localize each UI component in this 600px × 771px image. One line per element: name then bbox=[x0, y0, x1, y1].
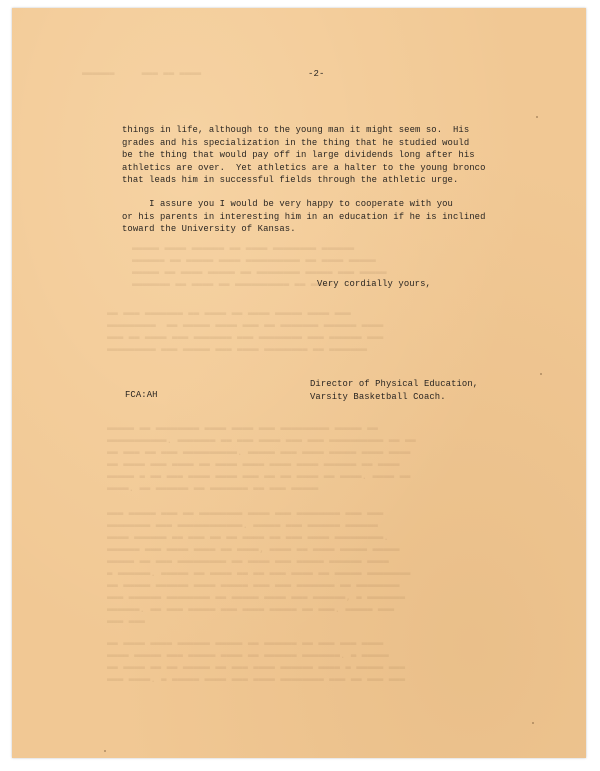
bleed-through-texture: ▬▬▬▬▬ ▬▬▬▬ ▬▬▬▬▬▬ ▬▬ ▬▬▬▬ ▬▬▬▬▬▬▬▬ ▬▬▬▬▬▬ ▬▬▬▬▬▬ ▬▬ ▬▬▬▬▬ ▬▬▬▬ ▬▬▬▬▬▬▬▬▬▬ ▬▬ ▬▬▬▬ ▬▬▬▬▬ ▬▬▬▬▬ ▬▬ ▬▬▬▬ ▬▬▬▬▬ ▬▬ ▬▬▬▬▬▬▬▬ ▬▬▬▬▬ ▬▬▬ ▬▬▬▬▬ ▬▬▬▬▬▬▬ ▬▬ ▬▬▬▬ ▬▬ ▬▬▬▬▬▬▬▬▬▬ ▬▬ ▬▬▬▬ bbox=[132, 244, 387, 290]
paper-speck bbox=[536, 116, 538, 118]
paragraph-line: things in life, although to the young man it might seem so. His bbox=[122, 125, 470, 135]
bleed-through-texture: ▬▬▬▬▬ ▬▬ ▬▬▬▬▬▬▬▬ ▬▬▬▬ ▬▬▬▬ ▬▬▬ ▬▬▬▬▬▬▬▬▬ ▬▬▬▬▬ ▬▬ ▬▬▬▬▬▬▬▬▬▬▬. ▬▬▬▬▬▬▬ ▬▬ ▬▬▬ ▬▬▬▬ ▬▬▬ ▬▬▬ ▬▬▬▬▬▬▬▬▬▬ ▬▬ ▬▬ ▬▬ ▬▬▬ ▬▬ ▬▬▬ ▬▬▬▬▬▬▬▬▬▬. ▬▬▬▬▬ ▬▬▬ ▬▬▬▬ ▬▬▬▬▬ ▬▬▬▬ ▬▬▬▬ ▬▬ ▬▬▬▬ ▬▬▬ ▬▬▬▬ ▬▬ ▬▬▬▬ ▬▬▬▬ ▬▬▬▬ ▬▬▬▬ ▬▬▬▬▬▬ ▬▬ ▬▬▬▬ ▬▬▬▬▬ ▬ ▬▬ ▬▬▬ ▬▬▬▬ ▬▬▬▬ ▬▬▬ ▬▬ ▬▬ ▬▬▬▬ ▬▬ ▬▬▬▬. ▬▬▬▬ ▬▬ ▬▬▬▬. ▬▬ ▬▬▬▬▬▬ ▬▬ ▬▬▬▬▬▬▬ ▬▬ ▬▬▬ ▬▬▬▬▬ bbox=[107, 424, 416, 494]
bleed-through-texture: ▬▬▬▬▬▬ ▬▬▬ ▬▬ ▬▬▬▬ bbox=[82, 69, 202, 79]
bleed-through-texture: ▬▬ ▬▬▬ ▬▬▬▬▬▬▬ ▬▬ ▬▬▬▬ ▬▬ ▬▬▬▬ ▬▬▬▬▬ ▬▬▬▬ ▬▬▬ ▬▬▬▬▬▬▬▬▬ ▬▬ ▬▬▬▬▬ ▬▬▬▬ ▬▬▬ ▬▬ ▬▬▬▬▬▬▬ ▬▬▬▬▬▬ ▬▬▬▬ ▬▬▬ ▬▬ ▬▬▬▬ ▬▬▬ ▬▬▬▬▬▬▬ ▬▬▬ ▬▬▬▬▬▬▬▬ ▬▬▬ ▬▬▬▬▬▬ ▬▬▬ ▬▬▬▬▬▬▬▬▬ ▬▬▬ ▬▬▬▬▬ ▬▬▬ ▬▬▬▬ ▬▬▬▬▬▬▬▬ ▬▬ ▬▬▬▬▬▬▬ bbox=[107, 309, 384, 355]
paragraph-line: be the thing that would pay off in large dividends long after his bbox=[122, 150, 475, 160]
complimentary-closing: Very cordially yours, bbox=[317, 279, 431, 289]
paper-speck bbox=[104, 750, 106, 752]
signature-title-line: Varsity Basketball Coach. bbox=[310, 391, 446, 402]
signature-title-block bbox=[310, 378, 478, 403]
body-paragraph-2 bbox=[122, 198, 486, 236]
paragraph-line: athletics are over. Yet athletics are a halter to the young bronco bbox=[122, 162, 486, 173]
paragraph-line: that leads him in successful fields through the athletic urge. bbox=[122, 175, 459, 185]
reference-initials: FCA:AH bbox=[125, 390, 158, 400]
paragraph-line: or his parents in interesting him in an education if he is inclined bbox=[122, 211, 486, 222]
page-number: -2- bbox=[308, 69, 325, 79]
paragraph-line: grades and his specialization in the thing that he studied would bbox=[122, 137, 470, 148]
bleed-through-texture: ▬▬▬ ▬▬▬▬▬ ▬▬▬ ▬▬ ▬▬▬▬▬▬▬▬ ▬▬▬▬ ▬▬▬ ▬▬▬▬▬▬▬▬ ▬▬▬ ▬▬▬ ▬▬▬▬▬▬▬▬ ▬▬▬ ▬▬▬▬▬▬▬▬▬▬▬▬. ▬▬▬▬▬ ▬▬▬ ▬▬▬▬▬▬ ▬▬▬▬▬▬ ▬▬▬▬ ▬▬▬▬▬▬ ▬▬ ▬▬▬ ▬▬ ▬▬ ▬▬▬▬ ▬▬ ▬▬▬ ▬▬▬▬ ▬▬▬▬▬▬▬▬▬. ▬▬▬▬▬▬ ▬▬▬ ▬▬▬▬ ▬▬▬▬ ▬▬ ▬▬▬▬, ▬▬▬▬ ▬▬ ▬▬▬▬ ▬▬▬▬▬ ▬▬▬▬▬ ▬▬▬▬▬ ▬▬ ▬▬▬ ▬▬▬▬▬▬▬▬▬ ▬▬ ▬▬▬▬ ▬▬▬ ▬▬▬▬▬ ▬▬▬▬▬▬ ▬▬▬▬ ▬ ▬▬▬▬▬▬. ▬▬▬▬▬ ▬▬ ▬▬▬▬ ▬▬ ▬▬ ▬▬▬ ▬▬▬▬ ▬▬ ▬▬▬▬▬ ▬▬▬▬▬▬▬▬ ▬▬ ▬▬▬▬▬ ▬▬▬▬▬▬ ▬▬▬▬ ▬▬▬▬▬ ▬▬▬ ▬▬▬ ▬▬▬▬▬▬▬ ▬▬ ▬▬▬▬▬▬▬▬ ▬▬▬ ▬▬▬▬▬▬ ▬▬▬▬▬▬▬▬ ▬▬ ▬▬▬▬▬ ▬▬▬▬ ▬▬▬ ▬▬▬▬▬▬, ▬ ▬▬▬▬▬▬▬ ▬▬▬▬▬▬. ▬▬ ▬▬▬ ▬▬▬▬▬ ▬▬▬ ▬▬▬▬ ▬▬▬▬▬ ▬▬ ▬▬▬. ▬▬▬▬▬ ▬▬▬ ▬▬▬ ▬▬▬ bbox=[107, 509, 411, 627]
paragraph-line: toward the University of Kansas. bbox=[122, 224, 296, 234]
paragraph-line: I assure you I would be very happy to cooperate with you bbox=[122, 199, 453, 209]
paper-speck bbox=[532, 722, 534, 724]
signature-title-line: Director of Physical Education, bbox=[310, 379, 479, 389]
bleed-through-texture: ▬▬ ▬▬▬▬ ▬▬▬▬ ▬▬▬▬▬▬ ▬▬▬▬▬ ▬▬ ▬▬▬▬▬▬ ▬▬ ▬▬▬ ▬▬▬ ▬▬▬▬ ▬▬▬▬ ▬▬▬▬▬ ▬▬▬ ▬▬▬▬▬ ▬▬▬▬ ▬▬ ▬▬▬▬▬▬ ▬▬▬▬▬▬▬. ▬ ▬▬▬▬▬ ▬▬ ▬▬▬▬ ▬▬ ▬▬ ▬▬▬▬▬ ▬▬ ▬▬▬ ▬▬▬▬ ▬▬▬▬▬▬ ▬▬▬▬ ▬ ▬▬▬▬▬ ▬▬▬ ▬▬▬ ▬▬▬▬. ▬ ▬▬▬▬▬ ▬▬▬▬ ▬▬▬ ▬▬▬▬ ▬▬▬▬▬▬▬▬ ▬▬▬ ▬▬ ▬▬▬ ▬▬▬ bbox=[107, 639, 406, 685]
letter-page bbox=[12, 8, 586, 758]
paper-speck bbox=[540, 373, 542, 375]
body-paragraph-1 bbox=[122, 124, 486, 187]
